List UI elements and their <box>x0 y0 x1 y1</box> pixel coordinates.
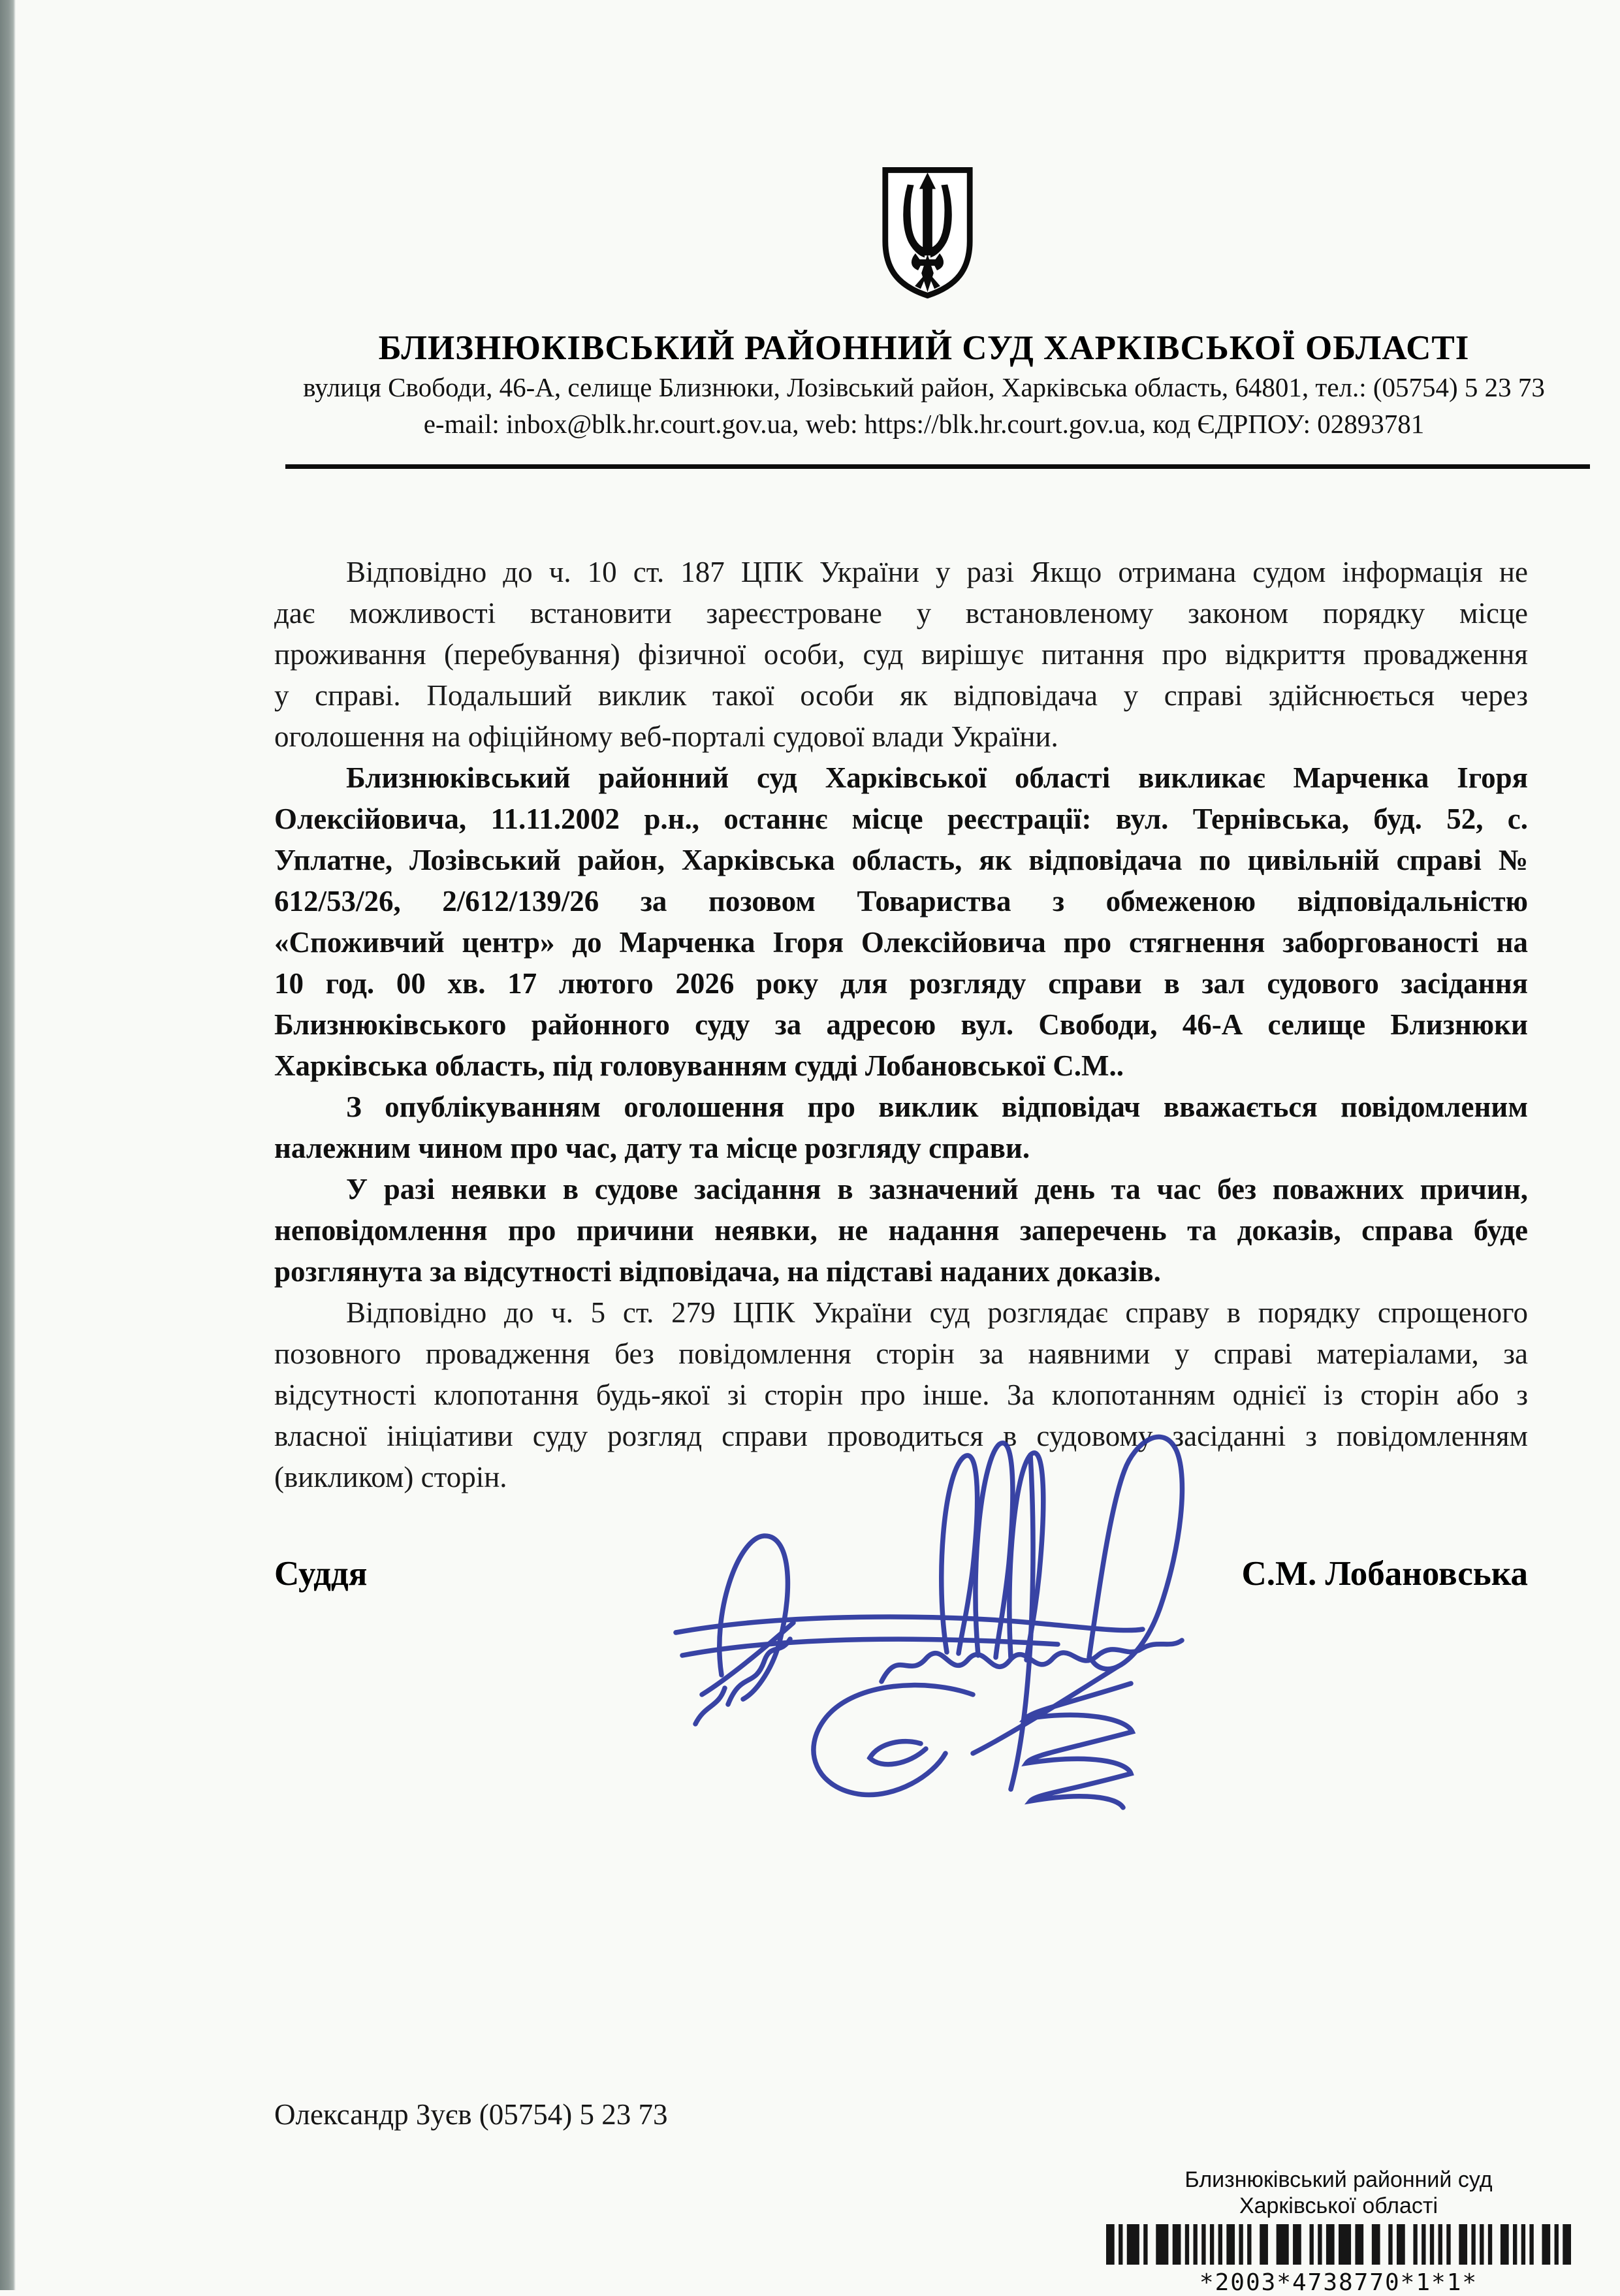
paragraph <box>274 1087 1528 1169</box>
barcode-block <box>1084 2167 1593 2296</box>
body-line: Олексійовича, 11.11.2002 р.н., останнє місце реєстрації: вул. Тернівська, буд. 52, с. <box>274 803 1528 835</box>
body-line: Відповідно до ч. 10 ст. 187 ЦПК України у разі Якщо отримана судом інформація не <box>346 556 1528 588</box>
clerk-contact-line: Олександр Зуєв (05754) 5 23 73 <box>274 2098 668 2131</box>
body-line: оголошення на офіційному веб-порталі судової влади України. <box>274 720 1058 753</box>
body-line: (викликом) сторін. <box>274 1461 507 1493</box>
body-line: проживання (перебування) фізичної особи, суд вирішує питання про відкриття провадження <box>274 638 1528 671</box>
paragraph <box>274 757 1528 1087</box>
judge-name: С.М. Лобановська <box>1241 1555 1528 1593</box>
body-line: у справі. Подальший виклик такої особи як відповідача у справі здійснюється через <box>274 679 1528 712</box>
paragraph <box>274 552 1528 757</box>
body-line: відсутності клопотання будь-якої зі сторін про інше. За клопотанням однієї із сторін або з <box>274 1379 1528 1411</box>
scanner-edge-shadow <box>0 0 16 2290</box>
header-divider-rule <box>285 464 1590 469</box>
court-address-line: вулиця Свободи, 46-А, селище Близнюки, Лозівський район, Харківська область, 64801, тел.: (05754) 5 23 73 <box>303 372 1545 402</box>
ukraine-trident-icon <box>880 165 976 300</box>
body-line: належним чином про час, дату та місце розгляду справи. <box>274 1132 1030 1164</box>
body-line: З опублікуванням оголошення про виклик відповідач вважається повідомленим <box>346 1091 1528 1123</box>
body-line: Відповідно до ч. 5 ст. 279 ЦПК України суд розглядає справу в порядку спрощеного <box>346 1296 1528 1329</box>
body-line: позовного провадження без повідомлення сторін за наявними у справі матеріалами, за <box>274 1337 1528 1370</box>
body-line: розглянута за відсутності відповідача, на підставі наданих доказів. <box>274 1255 1161 1288</box>
paragraph <box>274 1169 1528 1292</box>
body-line: Харківська область, під головуванням судді Лобановської С.М.. <box>274 1049 1124 1082</box>
judge-role-label: Суддя <box>274 1555 368 1593</box>
body-line: 612/53/26, 2/612/139/26 за позовом Товариства з обмеженою відповідальністю <box>274 885 1528 917</box>
barcode-code-text: *2003*4738770*1*1* <box>1199 2269 1478 2296</box>
barcode <box>1106 2224 1571 2265</box>
body-line: Близнюківського районного суду за адресою вул. Свободи, 46-А селище Близнюки <box>274 1008 1528 1041</box>
body-line: «Споживчий центр» до Марченка Ігоря Олексійовича про стягнення заборгованості на <box>274 926 1528 959</box>
body-line: Уплатне, Лозівський район, Харківська область, як відповідача по цивільній справі № <box>274 844 1528 876</box>
barcode-court-name-line2: Харківської області <box>1239 2193 1438 2218</box>
body-line: дає можливості встановити зареєстроване у встановленому законом порядку місце <box>274 597 1528 630</box>
judge-signature-ink <box>666 1397 1201 1815</box>
signature-row <box>274 1554 1528 1593</box>
body-line: Близнюківський районний суд Харківської області викликає Марченка Ігоря <box>346 761 1528 794</box>
court-name-title: БЛИЗНЮКІВСЬКИЙ РАЙОННИЙ СУД ХАРКІВСЬКОЇ ОБЛАСТІ <box>378 329 1470 367</box>
body-line: 10 год. 00 хв. 17 лютого 2026 року для розгляду справи в зал судового засідання <box>274 967 1528 1000</box>
body-line: власної ініціативи суду розгляд справи проводиться в судовому засіданні з повідомленням <box>274 1420 1528 1452</box>
summons-body-text <box>274 552 1528 1498</box>
court-contacts-line: e-mail: inbox@blk.hr.court.gov.ua, web: https://blk.hr.court.gov.ua, код ЄДРПОУ: 02893781 <box>423 409 1425 439</box>
body-line: неповідомлення про причини неявки, не надання заперечень та доказів, справа буде <box>274 1214 1528 1247</box>
body-line: У разі неявки в судове засідання в зазначений день та час без поважних причин, <box>346 1173 1528 1205</box>
barcode-court-name-line1: Близнюківський районний суд <box>1184 2167 1493 2192</box>
